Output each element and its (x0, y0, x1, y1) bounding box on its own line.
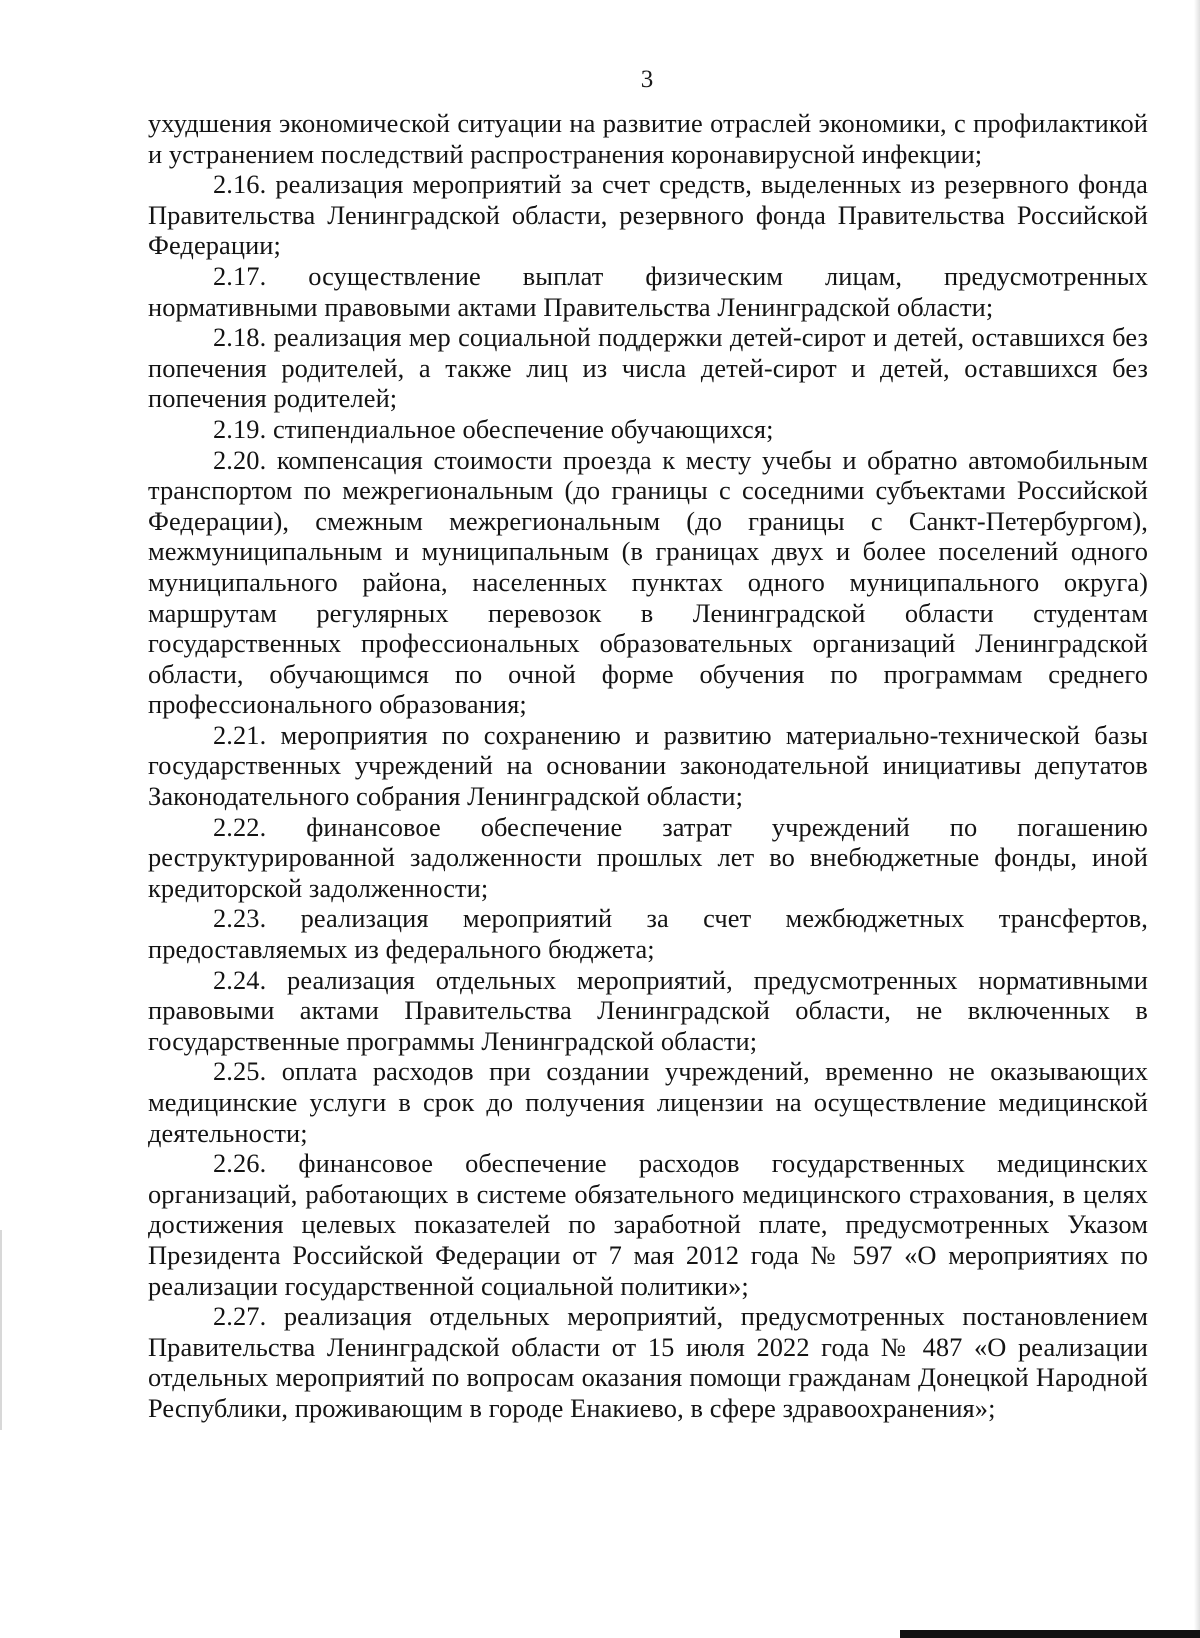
list-item-2-16: 2.16. реализация мероприятий за счет средств, выделенных из резервного фонда Правительства Ленинградской области, резервного фонда Правительства Российской Федерации; (148, 169, 1148, 261)
list-item-2-21: 2.21. мероприятия по сохранению и развитию материально-технической базы государственных учреждений на основании законодательной инициативы депутатов Законодательного собрания Ленинградской области; (148, 719, 1148, 812)
scan-edge-left (0, 1230, 2, 1430)
scan-edge-bottom (900, 1630, 1200, 1638)
intro-continuation: ухудшения экономической ситуации на развитие отраслей экономики, с профилактикой и устранением последствий распространения коронавирусной инфекции; (148, 108, 1148, 169)
list-item-2-26: 2.26. финансовое обеспечение расходов государственных медицинских организаций, работающих в системе обязательного медицинского страхования, в целях достижения целевых показателей по заработной плате, предусмотренных Указом Президента Российской Федерации от 7 мая 2012 года № 597 «О мероприятиях по реализации государственной социальной политики»; (148, 1148, 1148, 1301)
page-number: 3 (640, 66, 654, 93)
scan-edge-right (1194, 0, 1200, 1638)
list-item-2-27: 2.27. реализация отдельных мероприятий, предусмотренных постановлением Правительства Ленинградской области от 15 июля 2022 года № 487 «О реализации отдельных мероприятий по вопросам оказания помощи гражданам Донецкой Народной Республики, проживающим в городе Енакиево, в сфере здравоохранения»; (148, 1301, 1148, 1423)
list-item-2-20: 2.20. компенсация стоимости проезда к месту учебы и обратно автомобильным транспортом по межрегиональным (до границы с соседними субъектами Российской Федерации), смежным межрегиональным (до границы с Санкт-Петербургом), межмуниципальным и муниципальным (в границах двух и более поселений одного муниципального района, населенных пунктах одного муниципального округа) маршрутам регулярных перевозок в Ленинградской области студентам государственных профессиональных образовательных организаций Ленинградской области, обучающимся по очной форме обучения по программам среднего профессионального образования; (148, 444, 1148, 720)
list-item-2-22: 2.22. финансовое обеспечение затрат учреждений по погашению реструктурированной задолженности прошлых лет во внебюджетные фонды, иной кредиторской задолженности; (148, 811, 1148, 903)
list-item-2-23: 2.23. реализация мероприятий за счет межбюджетных трансфертов, предоставляемых из федерального бюджета; (148, 903, 1148, 965)
list-item-2-18: 2.18. реализация мер социальной поддержки детей-сирот и детей, оставшихся без попечения родителей, а также лиц из числа детей-сирот и детей, оставшихся без попечения родителей; (148, 322, 1148, 414)
list-item-2-19: 2.19. стипендиальное обеспечение обучающихся; (213, 413, 774, 444)
list-item-2-25: 2.25. оплата расходов при создании учреждений, временно не оказывающих медицинские услуги в срок до получения лицензии на осуществление медицинской деятельности; (148, 1056, 1148, 1148)
list-item-2-17: 2.17. осуществление выплат физическим лицам, предусмотренных нормативными правовыми актами Правительства Ленинградской области; (148, 260, 1148, 322)
document-body (148, 108, 1148, 1424)
list-item-2-24: 2.24. реализация отдельных мероприятий, предусмотренных нормативными правовыми актами Правительства Ленинградской области, не включенных в государственные программы Ленинградской области; (148, 964, 1148, 1056)
